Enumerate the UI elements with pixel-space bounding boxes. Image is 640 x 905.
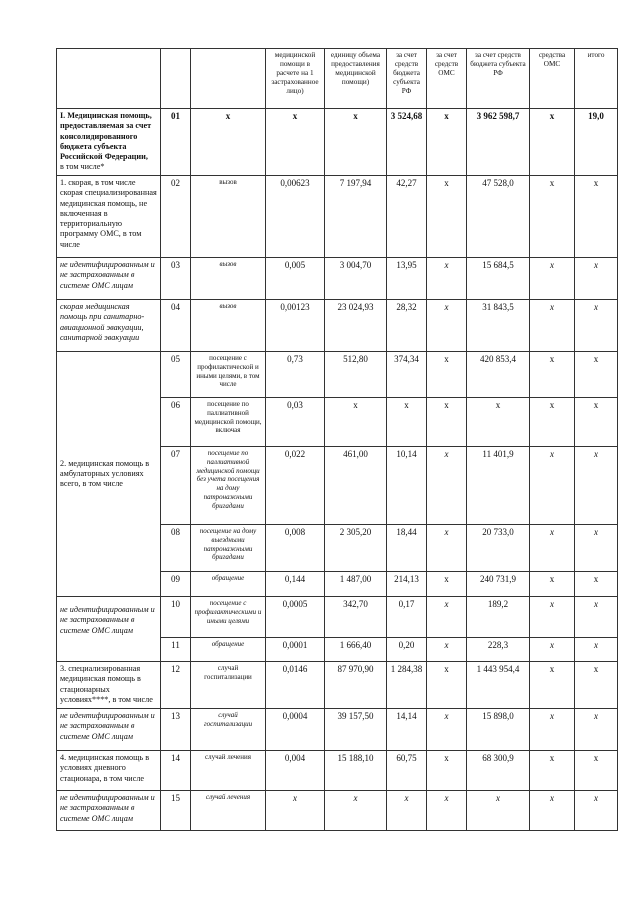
row-label: не идентифицированным и не застрахованным в системе ОМС лицам — [57, 258, 161, 300]
unit-cell: х — [191, 109, 266, 176]
value-cell: х — [427, 176, 467, 258]
value-cell: 420 853,4 — [467, 352, 530, 398]
value-cell: 3 962 598,7 — [467, 109, 530, 176]
value-cell: х — [530, 751, 575, 791]
row-number: 13 — [161, 709, 191, 751]
value-cell: 0,008 — [266, 525, 325, 572]
value-cell: х — [427, 709, 467, 751]
value-cell: 1 666,40 — [325, 638, 387, 662]
row-label-text: I. Медицинская помощь, предоставляемая за счет консолидированного бюджета субъекта Российской Федерации, — [60, 111, 152, 161]
row-number: 08 — [161, 525, 191, 572]
value-cell: 20 733,0 — [467, 525, 530, 572]
value-cell: 0,00623 — [266, 176, 325, 258]
value-cell: 7 197,94 — [325, 176, 387, 258]
value-cell: х — [575, 398, 618, 447]
value-cell: х — [427, 662, 467, 709]
value-cell: 0,0005 — [266, 597, 325, 638]
header-cell: за счет средств бюджета субъекта РФ — [387, 49, 427, 109]
value-cell: х — [575, 525, 618, 572]
value-cell: 0,73 — [266, 352, 325, 398]
value-cell: х — [266, 791, 325, 831]
value-cell: 0,20 — [387, 638, 427, 662]
value-cell: х — [427, 447, 467, 525]
value-cell: х — [530, 109, 575, 176]
value-cell: 10,14 — [387, 447, 427, 525]
value-cell: 11 401,9 — [467, 447, 530, 525]
unit-cell: посещение по паллиативной медицинской помощи без учета посещения на дому патронажными бригадами — [191, 447, 266, 525]
value-cell: 0,005 — [266, 258, 325, 300]
value-cell: х — [325, 791, 387, 831]
value-cell: х — [530, 352, 575, 398]
row-number: 04 — [161, 300, 191, 352]
value-cell: 42,27 — [387, 176, 427, 258]
value-cell: х — [530, 398, 575, 447]
table-row — [57, 109, 618, 176]
value-cell: х — [575, 300, 618, 352]
value-cell: х — [427, 109, 467, 176]
value-cell: х — [575, 662, 618, 709]
value-cell: 0,144 — [266, 572, 325, 597]
unit-cell: обращение — [191, 638, 266, 662]
value-cell: х — [325, 109, 387, 176]
value-cell: 1 284,38 — [387, 662, 427, 709]
row-label: 1. скорая, в том числе скорая специализированная медицинская помощь, не включенная в территориальную программу ОМС, в том числе — [57, 176, 161, 258]
value-cell: х — [530, 709, 575, 751]
value-cell: 228,3 — [467, 638, 530, 662]
table-row — [57, 258, 618, 300]
value-cell: х — [467, 398, 530, 447]
table-row — [57, 662, 618, 709]
row-number: 09 — [161, 572, 191, 597]
table-row — [57, 176, 618, 258]
header-cell: за счет средств ОМС — [427, 49, 467, 109]
value-cell: х — [575, 638, 618, 662]
value-cell: х — [387, 398, 427, 447]
value-cell: х — [427, 258, 467, 300]
unit-cell: вызов — [191, 176, 266, 258]
value-cell: 14,14 — [387, 709, 427, 751]
table-header-row — [57, 49, 618, 109]
value-cell: 342,70 — [325, 597, 387, 638]
value-cell: х — [325, 398, 387, 447]
value-cell: х — [427, 352, 467, 398]
header-cell: медицинской помощи в расчете на 1 застрахованное лицо) — [266, 49, 325, 109]
value-cell: 0,0146 — [266, 662, 325, 709]
row-label: не идентифицированным и не застрахованным в системе ОМС лицам — [57, 709, 161, 751]
value-cell: х — [575, 447, 618, 525]
row-number: 14 — [161, 751, 191, 791]
unit-cell: случай лечения — [191, 791, 266, 831]
value-cell: 374,34 — [387, 352, 427, 398]
value-cell: 28,32 — [387, 300, 427, 352]
table-row — [57, 709, 618, 751]
value-cell: 31 843,5 — [467, 300, 530, 352]
unit-cell: посещение по паллиативной медицинской помощи, включая — [191, 398, 266, 447]
table-row — [57, 597, 618, 638]
value-cell: х — [530, 597, 575, 638]
value-cell: х — [530, 638, 575, 662]
row-number: 07 — [161, 447, 191, 525]
value-cell: х — [530, 300, 575, 352]
row-number: 10 — [161, 597, 191, 638]
row-label-suffix: в том числе* — [60, 162, 105, 172]
row-label: 2. медицинская помощь в амбулаторных условиях всего, в том числе — [57, 352, 161, 597]
value-cell: х — [575, 791, 618, 831]
value-cell: 15 188,10 — [325, 751, 387, 791]
row-label: не идентифицированным и не застрахованным в системе ОМС лицам — [57, 597, 161, 662]
value-cell: х — [530, 572, 575, 597]
value-cell: 39 157,50 — [325, 709, 387, 751]
value-cell: х — [530, 258, 575, 300]
table-row — [57, 791, 618, 831]
unit-cell: вызов — [191, 258, 266, 300]
row-number: 12 — [161, 662, 191, 709]
header-cell — [191, 49, 266, 109]
value-cell: 18,44 — [387, 525, 427, 572]
unit-cell: посещение на дому выездными патронажными бригадами — [191, 525, 266, 572]
value-cell: х — [427, 398, 467, 447]
header-cell: единицу объема предоставления медицинской помощи) — [325, 49, 387, 109]
value-cell: 15 898,0 — [467, 709, 530, 751]
value-cell: х — [530, 176, 575, 258]
value-cell: 87 970,90 — [325, 662, 387, 709]
unit-cell: вызов — [191, 300, 266, 352]
unit-cell: случай госпитализации — [191, 662, 266, 709]
value-cell: 60,75 — [387, 751, 427, 791]
unit-cell: посещение с профилактическими и иными целями — [191, 597, 266, 638]
row-number: 01 — [161, 109, 191, 176]
value-cell: 68 300,9 — [467, 751, 530, 791]
value-cell: х — [575, 597, 618, 638]
value-cell: х — [467, 791, 530, 831]
value-cell: х — [575, 751, 618, 791]
row-label — [57, 109, 161, 176]
value-cell: 0,0001 — [266, 638, 325, 662]
value-cell: х — [387, 791, 427, 831]
value-cell: 0,17 — [387, 597, 427, 638]
value-cell: 13,95 — [387, 258, 427, 300]
row-number: 03 — [161, 258, 191, 300]
value-cell: х — [427, 597, 467, 638]
header-cell — [161, 49, 191, 109]
value-cell: х — [575, 572, 618, 597]
value-cell: 1 443 954,4 — [467, 662, 530, 709]
value-cell: х — [530, 525, 575, 572]
value-cell: 3 524,68 — [387, 109, 427, 176]
value-cell: 0,03 — [266, 398, 325, 447]
unit-cell: обращение — [191, 572, 266, 597]
value-cell: 3 004,70 — [325, 258, 387, 300]
value-cell: х — [575, 709, 618, 751]
value-cell: х — [427, 572, 467, 597]
value-cell: 0,00123 — [266, 300, 325, 352]
header-cell: средства ОМС — [530, 49, 575, 109]
value-cell: 1 487,00 — [325, 572, 387, 597]
value-cell: 23 024,93 — [325, 300, 387, 352]
value-cell: 240 731,9 — [467, 572, 530, 597]
row-label: скорая медицинская помощь при санитарно-авиационной эвакуации, санитарной эвакуации — [57, 300, 161, 352]
value-cell: 214,13 — [387, 572, 427, 597]
value-cell: 0,004 — [266, 751, 325, 791]
row-label: 3. специализированная медицинская помощь в стационарных условиях****, в том числе — [57, 662, 161, 709]
value-cell: 189,2 — [467, 597, 530, 638]
value-cell: 19,0 — [575, 109, 618, 176]
row-number: 06 — [161, 398, 191, 447]
value-cell: 15 684,5 — [467, 258, 530, 300]
value-cell: х — [427, 300, 467, 352]
table-row — [57, 300, 618, 352]
row-label: не идентифицированным и не застрахованным в системе ОМС лицам — [57, 791, 161, 831]
header-cell: за счет средств бюджета субъекта РФ — [467, 49, 530, 109]
table-row — [57, 751, 618, 791]
value-cell: 512,80 — [325, 352, 387, 398]
value-cell: 0,022 — [266, 447, 325, 525]
header-cell: итого — [575, 49, 618, 109]
value-cell: х — [575, 352, 618, 398]
value-cell: х — [530, 662, 575, 709]
value-cell: х — [427, 791, 467, 831]
row-number: 11 — [161, 638, 191, 662]
value-cell: х — [530, 791, 575, 831]
value-cell: х — [575, 258, 618, 300]
value-cell: 47 528,0 — [467, 176, 530, 258]
value-cell: х — [266, 109, 325, 176]
value-cell: х — [427, 638, 467, 662]
value-cell: х — [575, 176, 618, 258]
row-label: 4. медицинская помощь в условиях дневного стационара, в том числе — [57, 751, 161, 791]
budget-table — [56, 48, 618, 831]
value-cell: 461,00 — [325, 447, 387, 525]
table-row — [57, 352, 618, 398]
value-cell: х — [530, 447, 575, 525]
header-cell — [57, 49, 161, 109]
row-number: 15 — [161, 791, 191, 831]
value-cell: 0,0004 — [266, 709, 325, 751]
value-cell: х — [427, 751, 467, 791]
row-number: 05 — [161, 352, 191, 398]
value-cell: 2 305,20 — [325, 525, 387, 572]
value-cell: х — [427, 525, 467, 572]
unit-cell: случай госпитализации — [191, 709, 266, 751]
unit-cell: случай лечения — [191, 751, 266, 791]
unit-cell: посещение с профилактической и иными целями, в том числе — [191, 352, 266, 398]
row-number: 02 — [161, 176, 191, 258]
